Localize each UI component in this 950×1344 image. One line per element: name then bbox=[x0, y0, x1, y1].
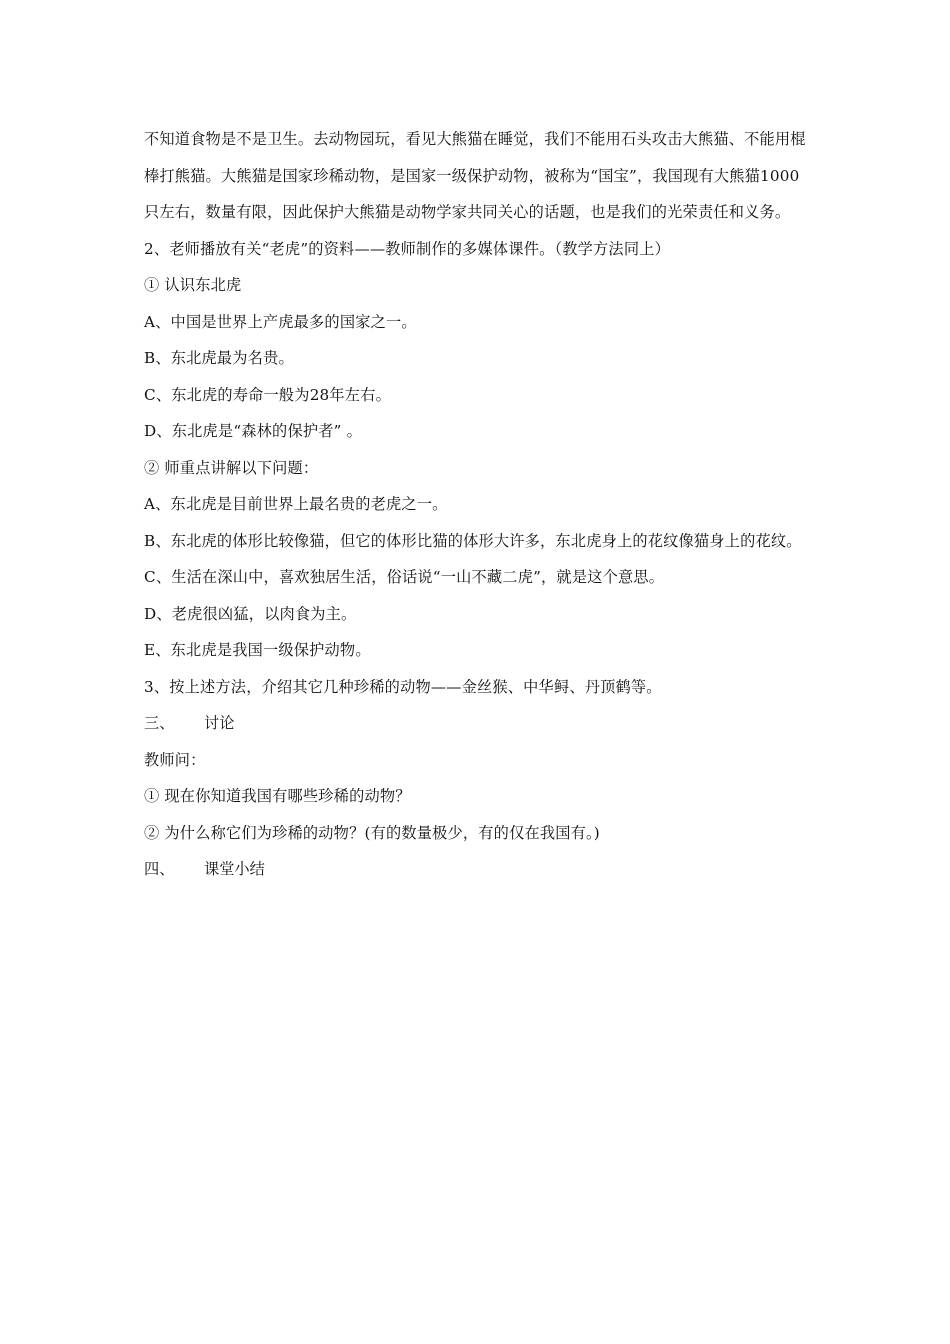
tiger-fact-d: D、东北虎是“森林的保护者” 。 bbox=[144, 422, 362, 440]
question-1: ① 现在你知道我国有哪些珍稀的动物？ bbox=[144, 787, 411, 805]
tiger-explain-b: B、东北虎的体形比较像猫，但它的体形比猫的体形大许多，东北虎身上的花纹像猫身上的花纹。 bbox=[144, 531, 802, 550]
teacher-asks-label: 教师问： bbox=[144, 750, 206, 769]
tiger-explain-e: E、东北虎是我国一级保护动物。 bbox=[144, 641, 371, 659]
section-4-number: 四、 bbox=[144, 860, 175, 878]
section-3-title: 讨论 bbox=[204, 714, 235, 732]
tiger-fact-b: B、东北虎最为名贵。 bbox=[144, 349, 294, 367]
tiger-fact-a: A、中国是世界上产虎最多的国家之一。 bbox=[144, 312, 417, 331]
question-2: ② 为什么称它们为珍稀的动物？(有的数量极少，有的仅在我国有。) bbox=[144, 823, 600, 842]
section-4-title: 课堂小结 bbox=[204, 860, 265, 878]
intro-paragraph: 不知道食物是不是卫生。去动物园玩，看见大熊猫在睡觉，我们不能用石头攻击大熊猫、不能用棍棒打熊猫。大熊猫是国家珍稀动物，是国家一级保护动物，被称为“国宝”，我国现有大熊猫1000只左右，数量有限，因此保护大熊猫是动物学家共同关心的话题，也是我们的光荣责任和义务。 bbox=[144, 130, 806, 221]
item-3-paragraph: 3、按上述方法，介绍其它几种珍稀的动物——金丝猴、中华鲟、丹顶鹤等。 bbox=[144, 677, 662, 696]
tiger-explain-c: C、生活在深山中，喜欢独居生活，俗话说“一山不藏二虎”，就是这个意思。 bbox=[144, 568, 665, 586]
tiger-explain-title: ② 师重点讲解以下问题： bbox=[144, 458, 319, 477]
tiger-fact-c: C、东北虎的寿命一般为28年左右。 bbox=[144, 385, 391, 404]
document-body bbox=[144, 121, 814, 888]
section-4-heading bbox=[144, 851, 814, 888]
tiger-recognize-title: ① 认识东北虎 bbox=[144, 276, 242, 294]
tiger-explain-a: A、东北虎是目前世界上最名贵的老虎之一。 bbox=[144, 495, 448, 513]
section-3-heading bbox=[144, 705, 814, 742]
section-3-number: 三、 bbox=[144, 714, 175, 732]
tiger-explain-d: D、老虎很凶猛，以肉食为主。 bbox=[144, 604, 357, 623]
item-2-paragraph: 2、老师播放有关“老虎”的资料——教师制作的多媒体课件。（教学方法同上） bbox=[144, 239, 670, 258]
